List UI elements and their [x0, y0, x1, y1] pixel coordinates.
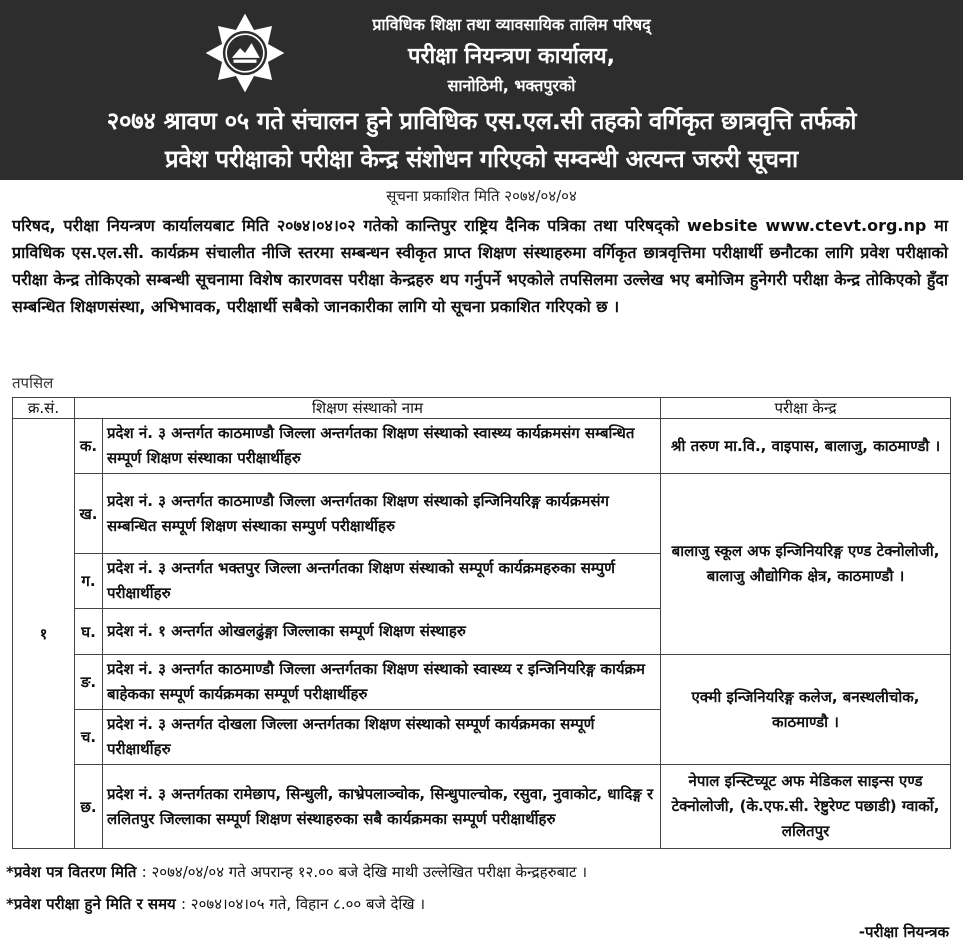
notice-title-line-1: २०७४ श्रावण ०५ गते संचालन हुने प्राविधिक एस.एल.सी तहको वर्गिकृत छात्रवृत्ति तर्फको	[106, 107, 857, 135]
notice-paragraph: परिषद, परीक्षा नियन्त्रण कार्यालयबाट मिति २०७४।०४।०२ गतेको कान्तिपुर राष्ट्रिय दैनिक पत्रिका तथा परिषद्को website www.ctevt.org.np मा प्राविधिक एस.एल.सी. कार्यक्रम संचालीत नीजि स्तरमा सम्बन्धन स्वीकृत प्राप्त शिक्षण संस्थाहरुमा वर्गिकृत छात्रवृत्तिमा परीक्षार्थी छनौटका लागि प्रवेश परीक्षाको परीक्षा केन्द्र तोकिएको सम्बन्धी सूचनामा विशेष कारणवस परीक्षा केन्द्रहरु थप गर्नुपर्ने भएकोले तपसिलमा उल्लेख भए बमोजिम हुनेगरी परीक्षा केन्द्र तोकिएको हुँदा सम्बन्धित शिक्षणसंस्था, अभिभावक, परीक्षार्थी सबैको जानकारीका लागि यो सूचना प्रकाशित गरिएको छ ।	[12, 216, 948, 316]
institution-cell: प्रदेश नं. ३ अन्तर्गत दोखला जिल्ला अन्तर्गतका शिक्षण संस्थाको सम्पूर्ण कार्यक्रमका सम्पूर्ण परीक्षार्थीहरु	[103, 710, 661, 765]
office-address: सानोठिमी, भक्तपुरको	[447, 76, 576, 95]
sub-label: ख.	[75, 474, 103, 554]
institution-cell: प्रदेश नं. ३ अन्तर्गत भक्तपुर जिल्ला अन्तर्गतका शिक्षण संस्थाको सम्पूर्ण कार्यक्रमहरुका सम्पुर्ण परीक्षार्थीहरु	[103, 554, 661, 609]
institution-cell: प्रदेश नं. १ अन्तर्गत ओखलढुंङ्गा जिल्लाका सम्पूर्ण शिक्षण संस्थाहरु	[103, 609, 661, 655]
admit-card-value: : २०७४/०४/०४ गते अपरान्ह १२.०० बजे देखि माथी उल्लेखित परीक्षा केन्द्रहरुबाट ।	[141, 863, 588, 881]
centre-cell: श्री तरुण मा.वि., वाइपास, बालाजु, काठमाण्डौ ।	[661, 419, 951, 474]
institution-cell: प्रदेश नं. ३ अन्तर्गत काठमाण्डौ जिल्ला अन्तर्गतका शिक्षण संस्थाको स्वास्थ्य र इन्जिनियरिङ्ग कार्यक्रम बाहेकका सम्पूर्ण कार्यक्रमका सम्पूर्ण परीक्षार्थीहरु	[103, 655, 661, 710]
table-header-row	[13, 398, 951, 419]
signature: -परीक्षा नियन्त्रक	[858, 923, 949, 941]
institution-cell: प्रदेश नं. ३ अन्तर्गत काठमाण्डौ जिल्ला अन्तर्गतका शिक्षण संस्थाको इन्जिनियरिङ्ग कार्यक्रमसंग सम्बन्धित सम्पूर्ण शिक्षण संस्थाका सम्पुर्ण परीक्षार्थीहरु	[103, 474, 661, 554]
admit-card-label: *प्रवेश पत्र वितरण मिति	[6, 863, 137, 881]
exam-date-label: *प्रवेश परीक्षा हुने मिति र समय	[6, 895, 176, 913]
published-date: सूचना प्रकाशित मिति २०७४/०४/०४	[386, 187, 577, 205]
serial-header: क्र.सं.	[13, 398, 75, 419]
sub-label: क.	[75, 419, 103, 474]
table-row	[13, 419, 951, 474]
centre-cell: बालाजु स्कूल अफ इन्जिनियरिङ्ग एण्ड टेक्नोलोजी, बालाजु औद्योगिक क्षेत्र, काठमाण्डौ ।	[661, 474, 951, 655]
exam-date-line	[6, 894, 425, 914]
admit-card-date-line	[6, 862, 587, 882]
sub-label: ङ.	[75, 655, 103, 710]
notice-title-line-2: प्रवेश परीक्षाको परीक्षा केन्द्र संशोधन गरिएको सम्वन्धी अत्यन्त जरुरी सूचना	[165, 145, 798, 173]
sub-label: ग.	[75, 554, 103, 609]
notice-header	[0, 0, 963, 180]
institution-cell: प्रदेश नं. ३ अन्तर्गतका रामेछाप, सिन्धुली, काभ्रेपलाञ्चोक, सिन्धुपाल्चोक, रसुवा, नुवाकोट, धादिङ्ग र ललितपुर जिल्लाका सम्पूर्ण शिक्षण संस्थाहरुका सबै कार्यक्रमका सम्पूर्ण परीक्षार्थीहरु	[103, 765, 661, 849]
table-row	[13, 655, 951, 710]
centre-header: परीक्षा केन्द्र	[661, 398, 951, 419]
sub-label: छ.	[75, 765, 103, 849]
schedule-label: तपसिल	[12, 374, 54, 392]
table-row	[13, 474, 951, 554]
council-name: प्राविधिक शिक्षा तथा व्यावसायिक तालिम परिषद्	[372, 15, 651, 34]
exam-centre-table	[12, 397, 951, 849]
office-name: परीक्षा नियन्त्रण कार्यालय,	[408, 44, 615, 69]
exam-date-value: : २०७४।०४।०५ गते, विहान ८.०० बजे देखि ।	[180, 895, 426, 913]
institution-header: शिक्षण संस्थाको नाम	[75, 398, 661, 419]
serial-number: १	[13, 419, 75, 849]
sub-label: घ.	[75, 609, 103, 655]
table-row	[13, 765, 951, 849]
sub-label: च.	[75, 710, 103, 765]
centre-cell: एक्मी इन्जिनियरिङ्ग कलेज, बनस्थलीचोक, काठमाण्डौ ।	[661, 655, 951, 765]
centre-cell: नेपाल इन्स्टिच्यूट अफ मेडिकल साइन्स एण्ड टेक्नोलोजी, (के.एफ.सी. रेष्टुरेण्ट पछाडी) ग्वार्को, ललितपुर	[661, 765, 951, 849]
institution-cell: प्रदेश नं. ३ अन्तर्गत काठमाण्डौ जिल्ला अन्तर्गतका शिक्षण संस्थाको स्वास्थ्य कार्यक्रमसंग सम्बन्धित सम्पूर्ण शिक्षण संस्थाका परीक्षार्थीहरु	[103, 419, 661, 474]
